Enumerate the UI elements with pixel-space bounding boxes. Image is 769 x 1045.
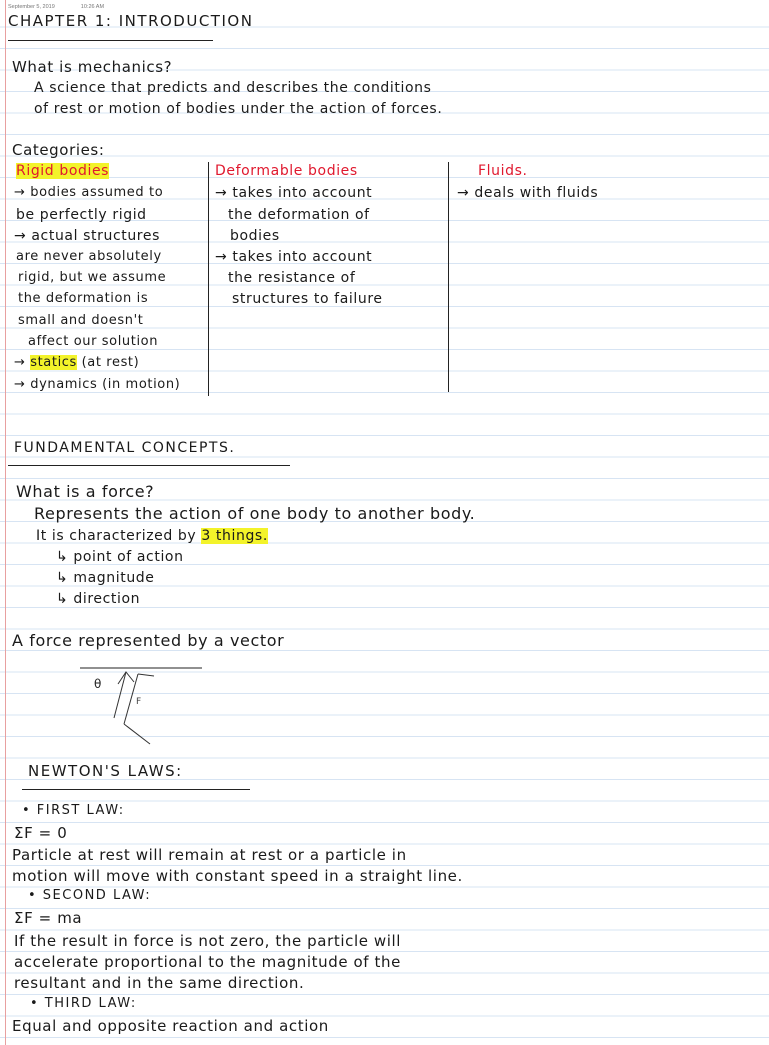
deformable-line-6: structures to failure — [232, 291, 383, 307]
force-item-magnitude: ↳ magnitude — [56, 570, 155, 586]
second-law-desc1: If the result in force is not zero, the particle will — [14, 932, 402, 950]
second-law-desc3: resultant and in the same direction. — [14, 974, 305, 992]
force-item-point-of-action: ↳ point of action — [56, 549, 184, 565]
three-things-highlight: 3 things. — [201, 528, 268, 544]
rigid-bodies-title — [16, 164, 109, 178]
fundamental-underline — [8, 465, 290, 466]
rigid-line-6: the deformation is — [18, 291, 149, 306]
newton-heading: NEWTON'S LAWS: — [28, 762, 183, 780]
categories-heading: Categories: — [12, 141, 105, 159]
deformable-line-2: the deformation of — [228, 207, 370, 223]
column-divider-2 — [448, 162, 449, 392]
rigid-line-3: → actual structures — [14, 228, 160, 244]
first-law-desc2: motion will move with constant speed in a straight line. — [12, 867, 463, 885]
rigid-bodies-title-text: Rigid bodies — [16, 163, 110, 179]
vector-head-tick — [138, 674, 154, 676]
third-law-desc: Equal and opposite reaction and action — [12, 1017, 329, 1035]
deformable-line-5: the resistance of — [228, 270, 356, 286]
column-divider-1 — [208, 162, 209, 396]
deformable-line-3: bodies — [230, 228, 280, 244]
fundamental-heading: FUNDAMENTAL CONCEPTS. — [14, 440, 236, 456]
header-time: 10:26 AM — [80, 4, 105, 10]
deformable-line-4: → takes into account — [215, 249, 373, 265]
force-item-direction: ↳ direction — [56, 591, 141, 607]
force-vector-diagram — [80, 662, 220, 752]
deformable-bodies-title: Deformable bodies — [215, 163, 358, 179]
mechanics-answer-line2: of rest or motion of bodies under the action of forces. — [34, 101, 443, 117]
vector-shaft-left — [114, 672, 126, 718]
first-law-desc1: Particle at rest will remain at rest or a particle in — [12, 846, 407, 864]
rigid-line-8: affect our solution — [28, 334, 159, 349]
f-label: F — [136, 697, 142, 707]
chapter-title: CHAPTER 1: INTRODUCTION — [8, 12, 254, 30]
page-header — [8, 4, 130, 10]
theta-label: θ — [94, 677, 102, 691]
vector-caption: A force represented by a vector — [12, 631, 285, 650]
rigid-dynamics-line: → dynamics (in motion) — [14, 377, 181, 392]
fluids-line-1: → deals with fluids — [457, 185, 599, 201]
first-law-heading: • FIRST LAW: — [22, 803, 125, 818]
statics-arrow: → — [14, 355, 31, 370]
rigid-line-5: rigid, but we assume — [18, 270, 167, 285]
second-law-equation: ΣF = ma — [14, 909, 83, 927]
notebook-margin-line — [5, 0, 6, 1045]
rigid-line-2: be perfectly rigid — [16, 207, 147, 223]
rigid-line-1: → bodies assumed to — [14, 185, 164, 200]
third-law-heading: • THIRD LAW: — [30, 996, 137, 1011]
rigid-line-4: are never absolutely — [16, 249, 162, 264]
force-question: What is a force? — [16, 482, 155, 501]
characterized-text: It is characterized by — [36, 528, 202, 544]
statics-rest: (at rest) — [76, 355, 140, 370]
newton-underline — [22, 789, 250, 790]
header-date: September 5, 2019 — [8, 4, 55, 10]
statics-highlight: statics — [30, 355, 77, 370]
second-law-desc2: accelerate proportional to the magnitude of the — [14, 953, 401, 971]
first-law-equation: ΣF = 0 — [14, 824, 68, 842]
rigid-statics-line — [14, 356, 139, 369]
deformable-line-1: → takes into account — [215, 185, 373, 201]
fluids-title: Fluids. — [478, 163, 528, 179]
force-characterized-line — [36, 529, 268, 543]
mechanics-question: What is mechanics? — [12, 58, 173, 76]
second-law-heading: • SECOND LAW: — [28, 888, 152, 903]
mechanics-answer-line1: A science that predicts and describes the conditions — [34, 80, 432, 96]
chapter-title-underline — [8, 40, 213, 41]
vector-tail — [124, 724, 150, 744]
rigid-line-7: small and doesn't — [18, 313, 144, 328]
force-definition: Represents the action of one body to another body. — [34, 504, 476, 523]
